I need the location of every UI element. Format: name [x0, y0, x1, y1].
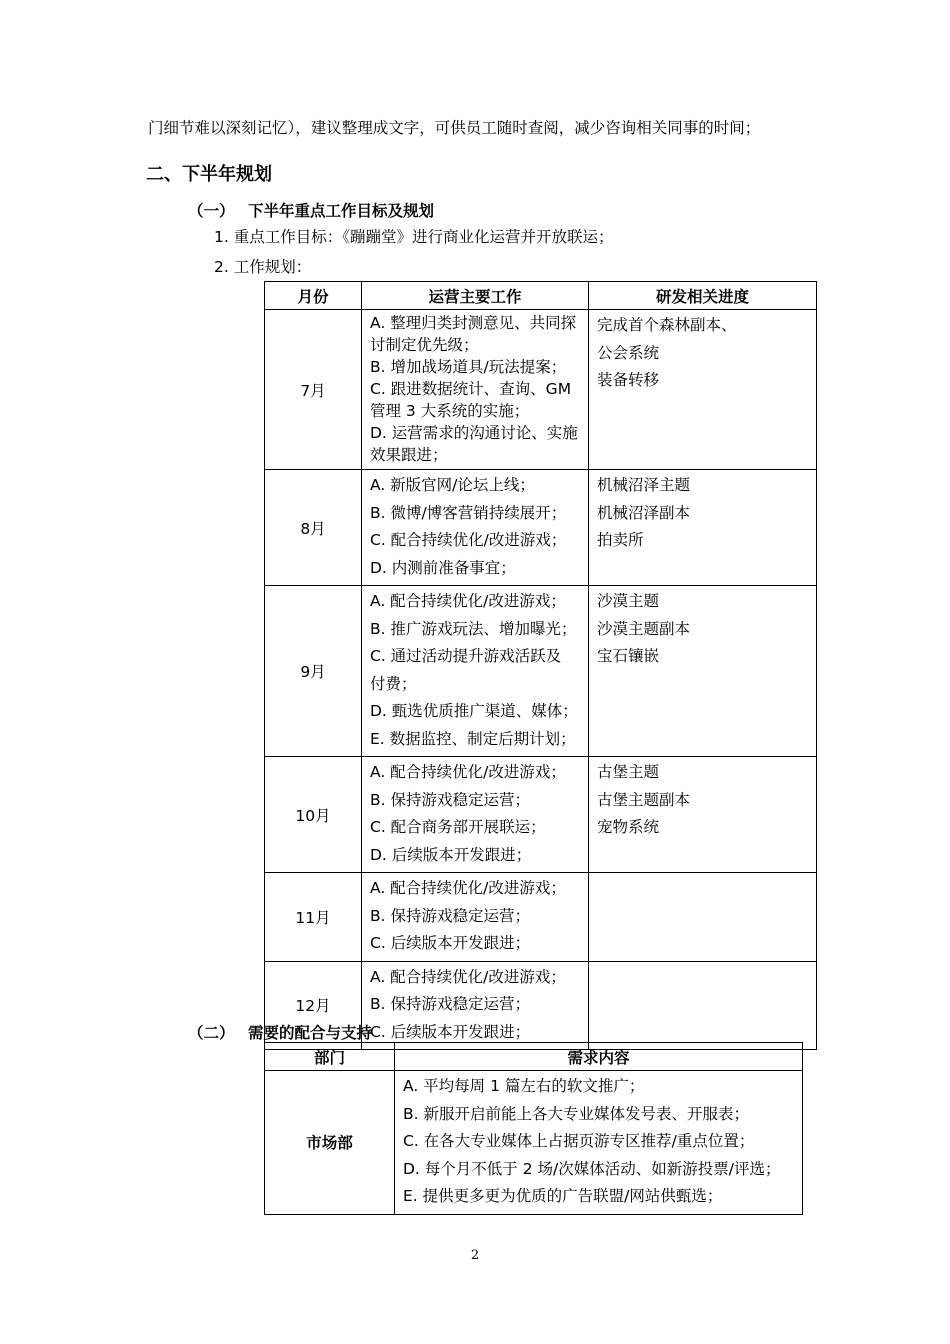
- needs-line: B. 新服开启前能上各大专业媒体发号表、开服表；: [403, 1104, 749, 1123]
- ops-line: 付费；: [370, 674, 417, 693]
- dev-cell: [589, 310, 817, 470]
- header-needs: 需求内容: [395, 1043, 803, 1071]
- ops-line: C. 后续版本开发跟进；: [370, 934, 531, 952]
- dev-cell-empty: [589, 961, 817, 1050]
- table-header-row: [265, 1043, 803, 1071]
- needs-line: E. 提供更多更为优质的广告联盟/网站供甄选；: [403, 1187, 723, 1205]
- ops-cell: [362, 961, 589, 1050]
- plan-item: 2. 工作规划：: [214, 258, 312, 276]
- subsection-heading-2: [188, 1021, 372, 1043]
- needs-line: C. 在各大专业媒体上占据页游专区推荐/重点位置；: [403, 1132, 755, 1150]
- ops-cell: [362, 470, 589, 586]
- ops-line: D. 后续版本开发跟进；: [370, 845, 532, 864]
- month-cell: 9月: [265, 586, 362, 757]
- ops-line: B. 保持游戏稳定运营；: [370, 906, 530, 925]
- dev-line: 沙漠主题: [597, 592, 660, 610]
- dept-cell: 市场部: [265, 1071, 395, 1215]
- ops-cell: [362, 873, 589, 962]
- ops-line: C. 跟进数据统计、查询、GM管理 3 大系统的实施；: [370, 380, 572, 420]
- header-dev: 研发相关进度: [589, 282, 817, 310]
- dev-cell: [589, 757, 817, 873]
- ops-cell: [362, 310, 589, 470]
- support-table: [264, 1042, 803, 1215]
- table-row: [265, 1071, 803, 1215]
- table-row: [265, 310, 817, 470]
- dev-line: 宝石镶嵌: [597, 647, 660, 665]
- ops-cell: [362, 586, 589, 757]
- subsection-number: （一）: [188, 202, 235, 220]
- ops-line: B. 增加战场道具/玩法提案；: [370, 358, 567, 376]
- dev-cell-empty: [589, 873, 817, 962]
- ops-line: A. 新版官网/论坛上线；: [370, 476, 535, 494]
- ops-line: D. 甄选优质推广渠道、媒体；: [370, 702, 578, 720]
- goal-item: 1. 重点工作目标：《蹦蹦堂》进行商业化运营并开放联运；: [214, 228, 614, 246]
- intro-text: 门细节难以深刻记忆），建议整理成文字，可供员工随时查阅，减少咨询相关同事的时间；: [148, 119, 761, 137]
- ops-line: C. 通过活动提升游戏活跃及: [370, 647, 562, 665]
- ops-line: B. 推广游戏玩法、增加曝光；: [370, 619, 577, 638]
- dev-line: 机械沼泽主题: [597, 476, 691, 494]
- month-cell: 12月: [265, 961, 362, 1050]
- dev-line: 沙漠主题副本: [597, 619, 691, 638]
- header-month: 月份: [265, 282, 362, 310]
- needs-cell: [395, 1071, 803, 1215]
- ops-line: A. 整理归类封测意见、共同探讨制定优先级；: [370, 314, 577, 354]
- ops-line: A. 配合持续优化/改进游戏；: [370, 879, 566, 897]
- ops-line: A. 配合持续优化/改进游戏；: [370, 592, 566, 610]
- work-plan-table: [264, 281, 817, 1050]
- dev-line: 宠物系统: [597, 818, 660, 836]
- ops-line: D. 内测前准备事宜；: [370, 558, 516, 577]
- ops-line: B. 保持游戏稳定运营；: [370, 790, 530, 809]
- ops-line: E. 数据监控、制定后期计划；: [370, 729, 576, 748]
- header-dept: 部门: [265, 1043, 395, 1071]
- dev-line: 完成首个森林副本、: [597, 316, 737, 334]
- ops-line: C. 配合商务部开展联运；: [370, 818, 546, 836]
- subsection-heading-1: [188, 199, 434, 221]
- dev-line: 拍卖所: [597, 531, 644, 549]
- dev-line: 古堡主题: [597, 763, 660, 781]
- table-row: [265, 873, 817, 962]
- ops-line: D. 运营需求的沟通讨论、实施效果跟进；: [370, 424, 578, 464]
- page-number: 2: [470, 1248, 480, 1263]
- dev-line: 装备转移: [597, 371, 660, 389]
- ops-line: C. 后续版本开发跟进；: [370, 1022, 531, 1041]
- table-row: [265, 586, 817, 757]
- header-ops: 运营主要工作: [362, 282, 589, 310]
- month-cell: 10月: [265, 757, 362, 873]
- month-cell: 7月: [265, 310, 362, 470]
- dev-cell: [589, 470, 817, 586]
- table-row: [265, 470, 817, 586]
- table-header-row: [265, 282, 817, 310]
- ops-cell: [362, 757, 589, 873]
- ops-line: B. 微博/博客营销持续展开；: [370, 503, 567, 522]
- ops-line: B. 保持游戏稳定运营；: [370, 995, 530, 1013]
- dev-cell: [589, 586, 817, 757]
- needs-line: A. 平均每周 1 篇左右的软文推广；: [403, 1077, 645, 1095]
- dev-line: 机械沼泽副本: [597, 503, 691, 522]
- table-row: [265, 757, 817, 873]
- dev-line: 古堡主题副本: [597, 790, 691, 809]
- subsection-number: （二）: [188, 1024, 235, 1042]
- needs-line: D. 每个月不低于 2 场/次媒体活动、如新游投票/评选；: [403, 1159, 781, 1178]
- dev-line: 公会系统: [597, 343, 660, 362]
- subsection-title: 下半年重点工作目标及规划: [248, 202, 435, 220]
- section-heading: 二、下半年规划: [146, 164, 272, 185]
- ops-line: C. 配合持续优化/改进游戏；: [370, 531, 567, 549]
- subsection-title: 需要的配合与支持: [248, 1024, 373, 1042]
- month-cell: 11月: [265, 873, 362, 962]
- month-cell: 8月: [265, 470, 362, 586]
- ops-line: A. 配合持续优化/改进游戏；: [370, 967, 566, 986]
- ops-line: A. 配合持续优化/改进游戏；: [370, 763, 566, 781]
